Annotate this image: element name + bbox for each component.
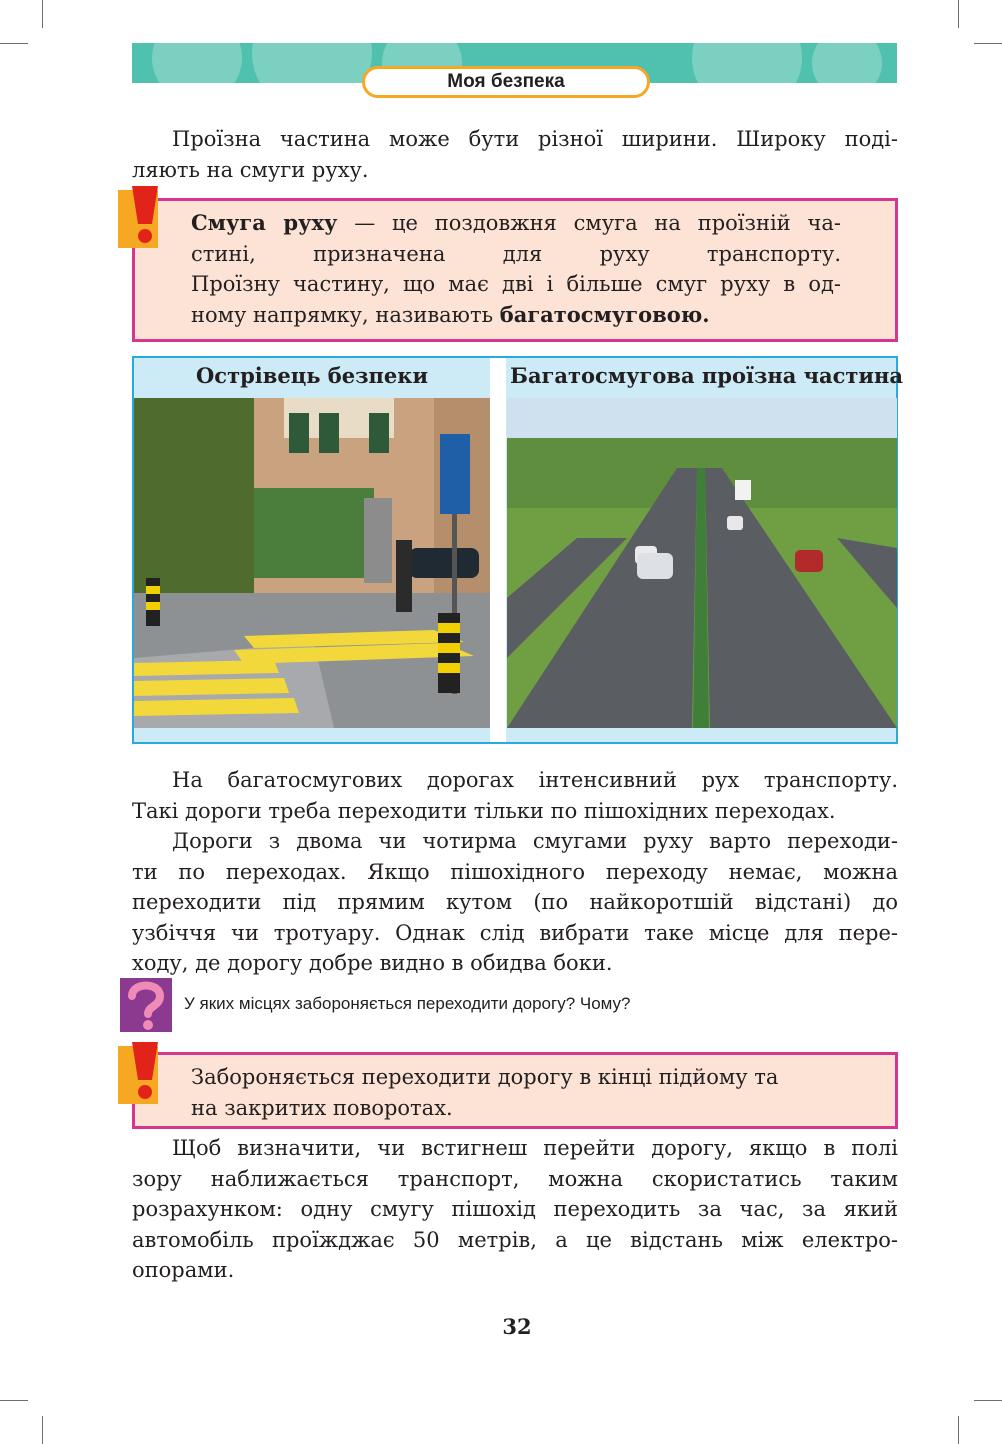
text-line: розрахунком: одну смугу пішохід переходить за час, за який: [132, 1197, 898, 1221]
text-line: стині, призначена для руху транспорту.: [191, 241, 841, 266]
body-paragraph-3: [132, 1133, 898, 1286]
definition-text: [191, 208, 841, 330]
crop-mark: [958, 0, 959, 28]
text-line: Проїзну частину, що має дві і більше смуг руху в од-: [191, 272, 841, 296]
text-line: Щоб визначити, чи встигнеш перейти дорогу, якщо в полі: [172, 1136, 898, 1160]
crop-mark: [42, 1416, 43, 1444]
crop-mark: [974, 1400, 1002, 1401]
definition-box: [132, 198, 898, 342]
text-line: переходити під прямим кутом (по найкоротшій відстані) до: [132, 890, 898, 914]
crop-mark: [958, 1416, 959, 1444]
exclamation-icon: [118, 1046, 158, 1104]
crop-mark: [42, 0, 43, 28]
definition-term: Смуга руху: [191, 210, 338, 235]
text-line: Дороги з двома чи чотирма смугами руху варто переходи-: [172, 829, 898, 853]
text-line: на закритих поворотах.: [191, 1095, 453, 1120]
exclamation-icon: [118, 190, 158, 248]
rule-box: [132, 1052, 898, 1129]
caption-multilane-road: Багатосмугова проїзна частина: [510, 363, 903, 388]
page-number: 32: [502, 1314, 532, 1339]
text-line: автомобіль проїжджає 50 метрів, а це відстань між електро-: [132, 1227, 898, 1252]
body-paragraph-2: [132, 826, 898, 979]
text-line: опорами.: [132, 1258, 235, 1282]
text-line: Забороняється переходити дорогу в кінці підйому та: [191, 1065, 779, 1089]
decor-bubble: [812, 43, 882, 83]
decor-bubble: [252, 43, 372, 83]
safety-island-photo: [134, 398, 490, 728]
text-fragment: — це поздовжня смуга на проїзній ча-: [337, 211, 841, 235]
text-line: Такі дороги треба переходити тільки по пішохідних переходах.: [132, 798, 836, 823]
text-line: [191, 300, 841, 331]
bold-term: багатосмуговою.: [499, 301, 710, 327]
text-line: узбіччя чи тротуару. Однак слід вибрати таке місце для пере-: [132, 920, 898, 945]
text-line: ляють на смуги руху.: [132, 157, 369, 182]
photo-divider: [490, 358, 506, 742]
crop-mark: [0, 43, 28, 44]
decor-bubble: [692, 43, 802, 83]
text-line: ти по переходах. Якщо пішохідного переходу немає, можна: [132, 859, 898, 884]
text-line: зору наближається транспорт, можна скористатись таким: [132, 1166, 898, 1191]
question-icon: [120, 978, 172, 1032]
multilane-road-photo: [507, 398, 897, 728]
section-title: Моя безпека: [362, 66, 650, 98]
rule-text: [191, 1062, 841, 1123]
text-line: Проїзна частина може бути різної ширини. Широку поді-: [172, 127, 898, 151]
caption-safety-island: Острівець безпеки: [196, 363, 429, 388]
text-line: На багатосмугових дорогах інтенсивний рух транспорту.: [172, 768, 898, 792]
text-line: [191, 208, 841, 239]
question-text: У яких місцях забороняється переходити дорогу? Чому?: [184, 994, 631, 1013]
decor-bubble: [152, 43, 242, 83]
body-paragraph-1: [132, 765, 898, 826]
crop-mark: [0, 1400, 28, 1401]
intro-paragraph: [132, 124, 898, 185]
text-line: ходу, де дорогу добре видно в обидва боки.: [132, 951, 613, 975]
text-fragment: ному напрямку, називають: [191, 302, 500, 327]
crop-mark: [974, 43, 1002, 44]
